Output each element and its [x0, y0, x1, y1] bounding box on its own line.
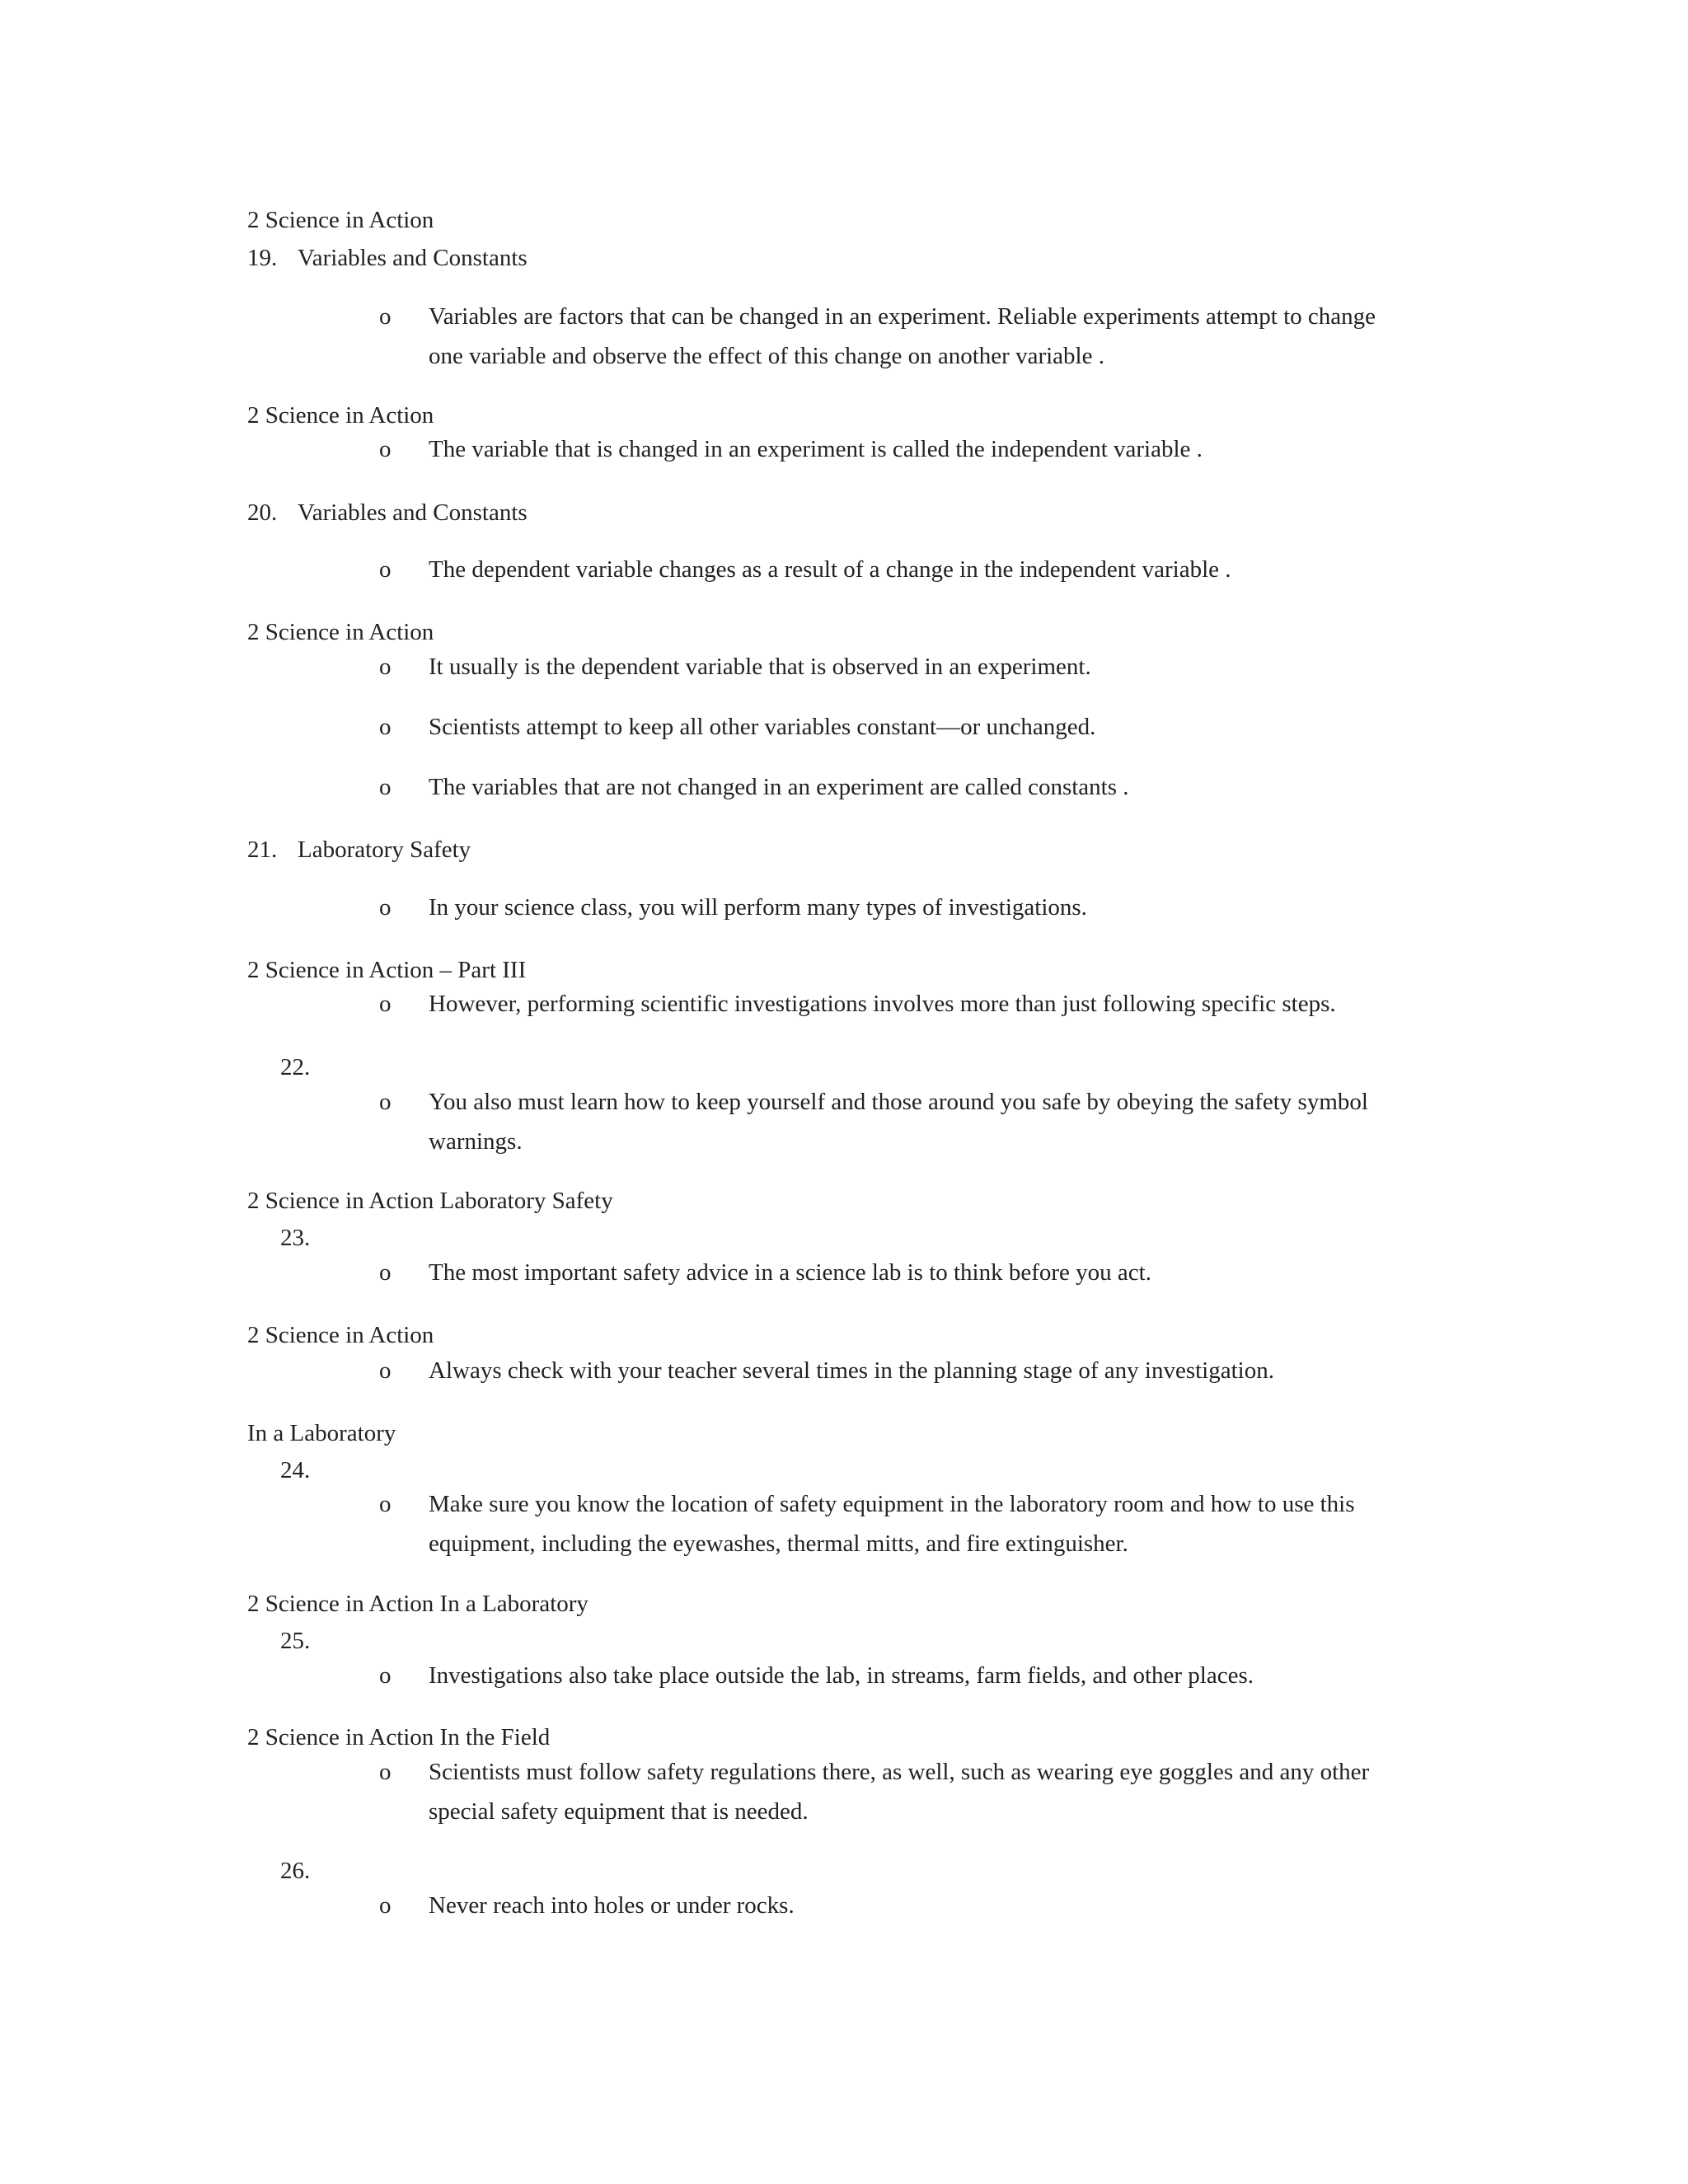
- section-heading: 2 Science in Action: [247, 619, 434, 645]
- item-number: 20.: [247, 499, 278, 526]
- bullet-text: In your science class, you will perform many types of investigations.: [429, 894, 1087, 921]
- bullet-text: Always check with your teacher several times in the planning stage of any investigation.: [429, 1357, 1274, 1384]
- bullet-marker: o: [379, 894, 392, 921]
- section-heading: 2 Science in Action – Part III: [247, 957, 527, 983]
- item-number: 25.: [280, 1628, 311, 1654]
- bullet-marker: o: [379, 1892, 392, 1919]
- bullet-text: Make sure you know the location of safety equipment in the laboratory room and how to use this equipment, including the eyewashes, thermal mitts, and fire extinguisher.: [429, 1491, 1355, 1557]
- bullet-text: It usually is the dependent variable that is observed in an experiment.: [429, 654, 1091, 680]
- bullet-text: Investigations also take place outside the lab, in streams, farm fields, and other places.: [429, 1662, 1254, 1689]
- item-number: 24.: [280, 1457, 311, 1483]
- bullet-text: You also must learn how to keep yourself and those around you safe by obeying the safety symbol warnings.: [429, 1089, 1368, 1155]
- bullet-text: The variable that is changed in an experiment is called the independent variable .: [429, 436, 1203, 462]
- numbered-heading: [247, 244, 528, 272]
- bullet-text: The variables that are not changed in an experiment are called constants .: [429, 774, 1129, 800]
- section-heading: 2 Science in Action: [247, 207, 434, 233]
- bullet-marker: o: [379, 436, 392, 462]
- bullet-marker: o: [379, 1357, 392, 1384]
- bullet-marker: o: [379, 1662, 392, 1689]
- section-heading: 2 Science in Action: [247, 402, 434, 429]
- bullet-marker: o: [379, 1259, 392, 1286]
- item-title: Laboratory Safety: [298, 837, 471, 863]
- bullet-text: Variables are factors that can be changed in an experiment. Reliable experiments attempt to change one variable and observe the effect of this change on another variable .: [429, 303, 1376, 369]
- section-heading: 2 Science in Action In the Field: [247, 1724, 551, 1750]
- numbered-heading: [247, 499, 528, 527]
- bullet-marker: o: [379, 1759, 392, 1785]
- item-number: 23.: [280, 1225, 311, 1251]
- item-number: 26.: [280, 1858, 311, 1884]
- bullet-marker: o: [379, 991, 392, 1017]
- bullet-text: Scientists attempt to keep all other variables constant—or unchanged.: [429, 714, 1096, 740]
- item-title: Variables and Constants: [298, 245, 528, 271]
- item-number: 19.: [247, 245, 278, 271]
- item-number: 22.: [280, 1054, 311, 1080]
- bullet-marker: o: [379, 303, 392, 330]
- bullet-text: However, performing scientific investigations involves more than just following specific steps.: [429, 991, 1336, 1017]
- bullet-marker: o: [379, 714, 392, 740]
- bullet-text: Scientists must follow safety regulations there, as well, such as wearing eye goggles and any other special safety equipment that is needed.: [429, 1759, 1370, 1825]
- section-heading: In a Laboratory: [247, 1420, 396, 1446]
- item-title: Variables and Constants: [298, 499, 528, 526]
- bullet-marker: o: [379, 1491, 392, 1517]
- section-heading: 2 Science in Action: [247, 1322, 434, 1348]
- section-heading: 2 Science in Action In a Laboratory: [247, 1591, 588, 1617]
- item-number: 21.: [247, 837, 278, 863]
- bullet-text: Never reach into holes or under rocks.: [429, 1892, 795, 1919]
- numbered-heading: [247, 836, 471, 864]
- section-heading: 2 Science in Action Laboratory Safety: [247, 1188, 613, 1214]
- bullet-marker: o: [379, 1089, 392, 1115]
- bullet-marker: o: [379, 556, 392, 583]
- bullet-text: The most important safety advice in a science lab is to think before you act.: [429, 1259, 1151, 1286]
- bullet-text: The dependent variable changes as a result of a change in the independent variable .: [429, 556, 1231, 583]
- bullet-marker: o: [379, 654, 392, 680]
- bullet-marker: o: [379, 774, 392, 800]
